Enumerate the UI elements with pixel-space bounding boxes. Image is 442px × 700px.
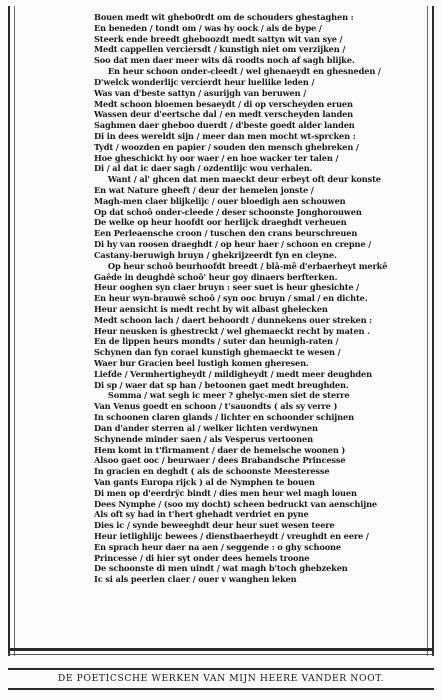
bottom-rule xyxy=(8,648,434,651)
poem-line: Dan d'ander sterren al / welker lichten verdwynen xyxy=(94,422,318,433)
poem-line: Heur ooghen syn claer bruyn : seer suet is heur ghesichte / xyxy=(94,282,360,293)
poem-line: En beneden / tondt om / was hy oock / als de bype / xyxy=(94,22,322,33)
poem-line: Di sp / waer dat sp han / betoonen gaet medt breughden. xyxy=(94,379,349,390)
poem-line: Liefde / Vermhertigheydt / mildigheydt / medt meer deughden xyxy=(94,368,372,379)
poem-line: Als oft sy had in t'hert ghehadt verdriet en pyne xyxy=(94,509,309,520)
poem-line: Dies ic / synde beweeghdt deur heur suet wesen teere xyxy=(94,520,335,531)
poem-line: Medt schoon lach / daert behoordt / dunnekens ouer streken : xyxy=(94,314,373,325)
poem-line: Tydt / woozden en papier / souden den mensch ghebreken / xyxy=(94,141,359,152)
poem-line: Schynende minder saen / als Vesperus vertoonen xyxy=(94,433,313,444)
poem-line: Alsoo gaet ooc / beurwaer / dees Brabandsche Princesse xyxy=(94,455,346,466)
poem-line: Heur neusken is ghestreckt / wel ghemaeckt recht by maten . xyxy=(94,325,370,336)
poem-line: Saghmen daer gheboo duerdt / d'beste goedt alder landen xyxy=(94,120,355,131)
poem-line: Medt cappellen verciersdt / kunstigh niet om verzijken / xyxy=(94,44,346,55)
poem-line: Op dat schoô onder-cleede / deser schoonste Jonghorouwen xyxy=(94,206,362,217)
poem-line: Di men op d'eerdrÿc bindt / dies men heur wel magh louen xyxy=(94,487,357,498)
poem-line: Dees Nymphe / (soo my docht) scheen bedruckt van aenschijne xyxy=(94,498,378,509)
poem-line: De welke op heur hoofdt oor herlijck draeghdt verheuen xyxy=(94,217,347,228)
poem-line: Op heur schoô beurhoofdt breedt / blâ-mê d'erbaerheyt merkê xyxy=(107,260,388,271)
poem-line: En sprach heur daer na aen / seggende : o ghy schoone xyxy=(94,541,341,552)
poem-line: Hoe gheschickt hy oor waer / en hoe wacker ter talen / xyxy=(94,152,339,163)
bottom-rule-thin xyxy=(8,654,434,655)
poem-line: Van Venus goedt en schoon / t'sauondts ( als sy verre ) xyxy=(94,401,338,412)
poem-line: Medt schoon bloemen besaeydt / di op verscheyden eruen xyxy=(94,98,353,109)
poem-line: Van gants Europa rijck ) al de Nymphen te bouen xyxy=(94,476,315,487)
poem-line: Bouen medt wit ghebo0rdt om de schouders ghestaghen : xyxy=(94,12,354,22)
poem-line: Castany-beruwigh bruyn / ghekrijzeerdt fyn en cleyne. xyxy=(94,249,337,260)
poem-line: Steerk ende breedt gheboozdt medt sattyn wit van sye / xyxy=(94,33,343,44)
poem-line: In schoonen claren glands / lichter en schoonder schijnen xyxy=(94,412,354,423)
poem-line: Princesse / di hier syt onder dees hemels troone xyxy=(94,552,310,563)
poem-line: Hem komt in t'firmament / daer de hemelsche woonen ) xyxy=(94,444,346,455)
poem-line: In gracien en deghdt ( als de schoonste Meesteresse xyxy=(94,466,330,477)
poem-line: Waer bur Gracien beel lustigh komen gheresen. xyxy=(94,358,309,368)
poem-line: Heur ietlighlijc bewees / dienstbaerheydt / vreughdt en eere / xyxy=(94,531,369,541)
poem-line: Schynen dan fyn corael kunstigh ghemaeckt te wesen / xyxy=(94,347,341,358)
poem-line: Di hy van roosen draeghdt / op heur haer / schoon en crepne / xyxy=(94,239,372,250)
poem-line: Di / al dat ic daer sagh / ozdentlijc wou verhalen. xyxy=(94,163,313,174)
poem-line: En wat Nature gheeft / deur der hemelen jonste / xyxy=(94,185,314,195)
poem-line: De schoonste di men uindt / wat magh b'toch ghebzeken xyxy=(94,563,348,574)
poem-line: Heur aensicht is medt recht by wit albast ghelecken xyxy=(94,303,328,314)
poem-line: Ic si als peerlen claer / ouer v wanghen leken xyxy=(94,574,297,585)
poem-line: D'welck wonderlijc vercierdt heur lueliike leden / xyxy=(94,76,315,87)
poem-line: Gaêde in deughdê schoô' heur goy dinaers berfterken. xyxy=(94,271,338,282)
poem-line: Wassen deur d'eertsche dal / en medt verscheyden landen xyxy=(94,109,354,120)
running-title: DE POETICSCHE WERKEN VAN MIJN HEERE VANDER NOOT. xyxy=(57,673,385,684)
poem-line: En heur wyn-brauwê schoô / syn ooc bruyn / smal / en dichte. xyxy=(94,293,368,304)
poem-line: Magh-men claer blijkelijc / ouer bloedigh aen schouwen xyxy=(94,195,346,206)
poem-line: Was van d'beste sattyn / asurijgh van beruwen / xyxy=(94,87,307,98)
poem-line: Somma / wat segh ic meer ? ghelyc-men siet de sterre xyxy=(107,390,350,401)
poem-line: Di in dees wereldt sijn / meer dan men mocht wt-sprcken : xyxy=(94,130,356,141)
poem-text-block xyxy=(94,12,414,585)
poem-line: Een Perleaensche croon / tuschen den crans beurschreuen xyxy=(94,228,358,239)
poem-line: En heur schoon onder-cleedt / wel ghenaeydt en ghesneden / xyxy=(107,66,381,77)
poem-line: Soo dat men daer meer wits dã roodts noch af sagh blijke. xyxy=(94,55,355,66)
poem-line: Want / al' ghcen dat men maeckt deur erbeyt oft deur konste xyxy=(107,174,381,185)
poem-line: En de lippen heurs mondts / suter dan heunigh-raten / xyxy=(94,336,339,347)
